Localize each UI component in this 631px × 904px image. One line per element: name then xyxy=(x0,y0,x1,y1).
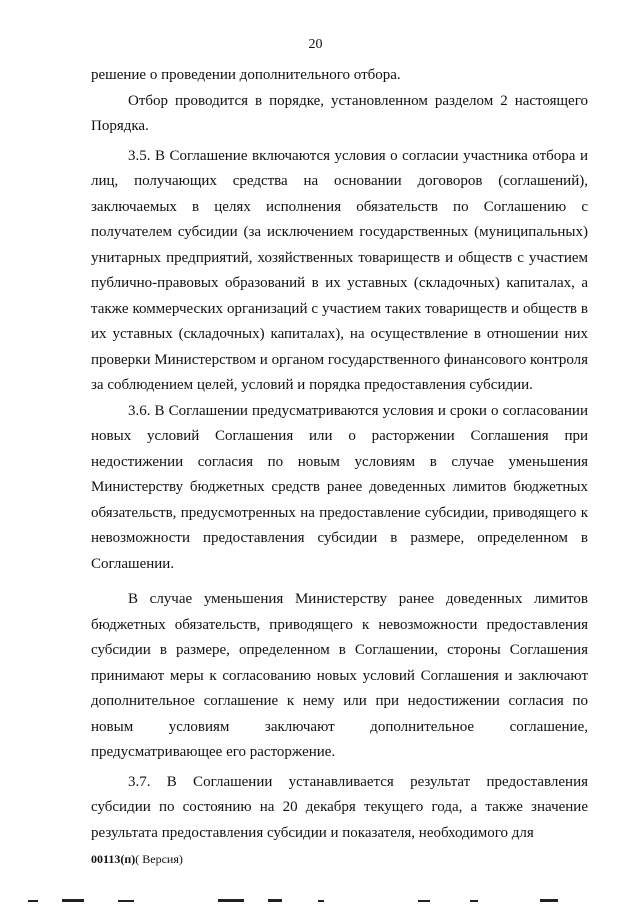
page-number: 20 xyxy=(308,37,323,52)
scan-edge-artifacts xyxy=(0,894,631,904)
document-version: ( Версия) xyxy=(135,852,183,866)
paragraph: решение о проведении дополнительного отбора. xyxy=(91,67,401,83)
document-code: 00113(п) xyxy=(91,852,136,866)
document-footer xyxy=(91,851,183,867)
document-body xyxy=(91,63,588,846)
paragraph-3-5: 3.5. В Соглашение включаются условия о согласии участника отбора и лиц, получающих средства на основании договоров (соглашений), заключаемых в целях исполнения обязательств по Соглашению с получателем субсидии (за исключением государственных (муниципальных) унитарных предприятий, хозяйственных товариществ и обществ с участием публично-правовых образований в их уставных (складочных) капиталах, а также коммерческих организаций с участием таких товариществ и обществ в их уставных (складочных) капиталах), на осуществление в отношении них проверки Министерством и органом государственного финансового контроля за соблюдением целей, условий и порядка предоставления субсидии. xyxy=(91,147,588,393)
paragraph: В случае уменьшения Министерству ранее доведенных лимитов бюджетных обязательств, приводящего к невозможности предоставления субсидии в размере, определенном в Соглашении, стороны Соглашения принимают меры к согласованию новых условий Соглашения и заключают дополнительное соглашение к нему или при недостижении согласия по новым условиям заключают дополнительное соглашение, предусматривающее его расторжение. xyxy=(91,591,588,760)
paragraph-3-7: 3.7. В Соглашении устанавливается результат предоставления субсидии по состоянию на 20 декабря текущего года, а также значение результата предоставления субсидии и показателя, необходимого для xyxy=(91,773,588,841)
paragraph-3-6: 3.6. В Соглашении предусматриваются условия и сроки о согласовании новых условий Соглашения или о расторжении Соглашения при недостижении согласия по новым условиям в случае уменьшения Министерству бюджетных средств ранее доведенных лимитов бюджетных обязательств, предусмотренных на предоставление субсидии, приводящего к невозможности предоставления субсидии в размере, определенном в Соглашении. xyxy=(91,402,588,572)
paragraph: Отбор проводится в порядке, установленном разделом 2 настоящего Порядка. xyxy=(91,92,588,134)
